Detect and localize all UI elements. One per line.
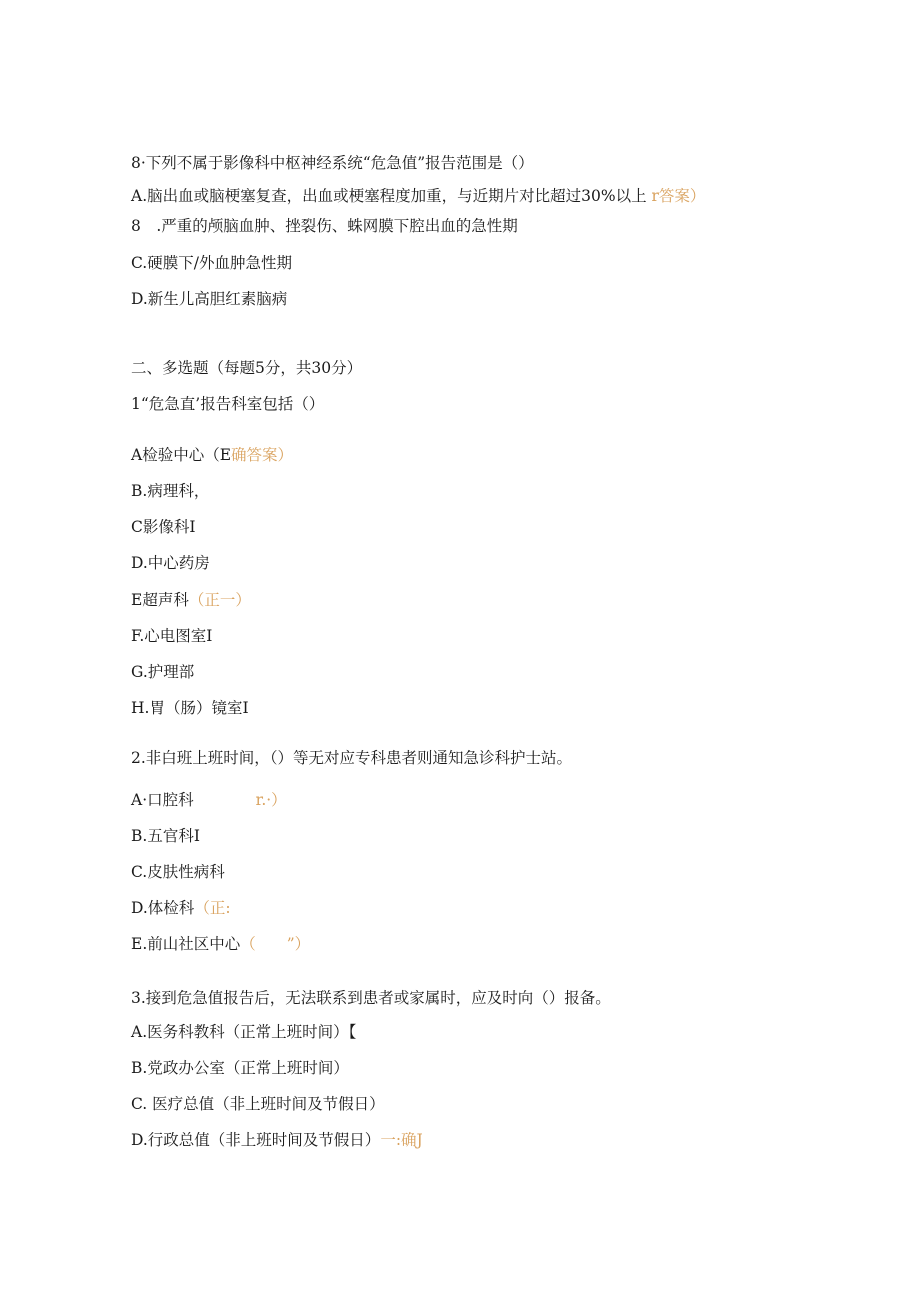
question-8-option-d — [131, 289, 287, 309]
option-text: B.五官科I — [131, 827, 200, 845]
option-text: D.体检科 — [131, 899, 195, 917]
multi-question-1-stem — [131, 394, 324, 414]
option-text: F.心电图室I — [131, 627, 213, 645]
multi-question-3-option-a — [131, 1022, 356, 1042]
option-text: D.行政总值（非上班时间及节假日） — [131, 1131, 381, 1149]
option-text: D.新生儿高胆红素脑病 — [131, 290, 288, 308]
option-text: 8 .严重的颅脑血肿、挫裂伤、蛛网膜下腔出血的急性期 — [131, 217, 518, 235]
option-text: C.皮肤性病科 — [131, 863, 225, 881]
question-8-option-c — [131, 253, 292, 273]
question-8-stem-text: 8·下列不属于影像科中枢神经系统“危急值”报告范围是（） — [131, 154, 534, 172]
answer-mark: （ ”） — [240, 935, 311, 953]
multi-question-1-option-b — [131, 481, 209, 501]
multi-question-2-option-d — [131, 898, 231, 918]
option-text: C.硬膜下/外血肿急性期 — [131, 254, 292, 272]
section-title — [131, 358, 362, 378]
question-stem-text: 1“危急直’报告科室包括（） — [131, 395, 325, 413]
option-text: C. 医疗总值（非上班时间及节假日） — [131, 1095, 385, 1113]
option-text: A.医务科教科（正常上班时间）【 — [131, 1023, 357, 1041]
answer-mark: 确答案） — [231, 446, 294, 464]
option-text: B.党政办公室（正常上班时间） — [131, 1059, 349, 1077]
question-8-stem — [131, 153, 534, 173]
option-text: A.脑出血或脑梗塞复查，出血或梗塞程度加重，与近期片对比超过30%以上 — [131, 187, 647, 205]
multi-question-1-option-e — [131, 590, 251, 610]
multi-question-3-option-c — [131, 1094, 385, 1114]
multi-question-3-stem — [131, 988, 611, 1008]
question-8-option-a — [131, 186, 705, 206]
section-title-text: 二、多选题（每题5分，共30分） — [131, 359, 363, 377]
multi-question-2-option-e — [131, 934, 310, 954]
answer-mark: （正: — [194, 899, 231, 917]
question-stem-text: 3.接到危急值报告后，无法联系到患者或家属时，应及时向（）报备。 — [131, 989, 611, 1007]
option-text: D.中心药房 — [131, 554, 210, 572]
option-text: G.护理部 — [131, 663, 195, 681]
option-text: B.病理科， — [131, 482, 210, 500]
question-8-option-b — [131, 216, 518, 236]
multi-question-1-option-h — [131, 698, 249, 718]
option-text: H.胃（肠）镜室I — [131, 699, 249, 717]
multi-question-1-option-c — [131, 517, 195, 537]
multi-question-1-option-d — [131, 553, 210, 573]
multi-question-1-option-a — [131, 445, 293, 465]
multi-question-2-option-c — [131, 862, 225, 882]
question-stem-text: 2.非白班上班时间，（）等无对应专科患者则通知急诊科护士站。 — [131, 749, 573, 767]
option-text: A检验中心（E — [131, 446, 232, 464]
multi-question-2-option-b — [131, 826, 200, 846]
option-text: C影像科I — [131, 518, 196, 536]
answer-mark: r.·） — [255, 791, 287, 809]
multi-question-3-option-b — [131, 1058, 349, 1078]
multi-question-1-option-f — [131, 626, 212, 646]
multi-question-3-option-d — [131, 1130, 423, 1150]
answer-mark: （正一） — [188, 591, 251, 609]
multi-question-2-stem — [131, 748, 572, 768]
multi-question-2-option-a — [131, 790, 287, 810]
multi-question-1-option-g — [131, 662, 194, 682]
answer-mark: 一:确J — [380, 1131, 423, 1149]
option-text: E.前山社区中心 — [131, 935, 241, 953]
answer-mark: r答案） — [651, 187, 706, 205]
option-text: A·口腔科 — [131, 791, 194, 809]
option-text: E超声科 — [131, 591, 189, 609]
